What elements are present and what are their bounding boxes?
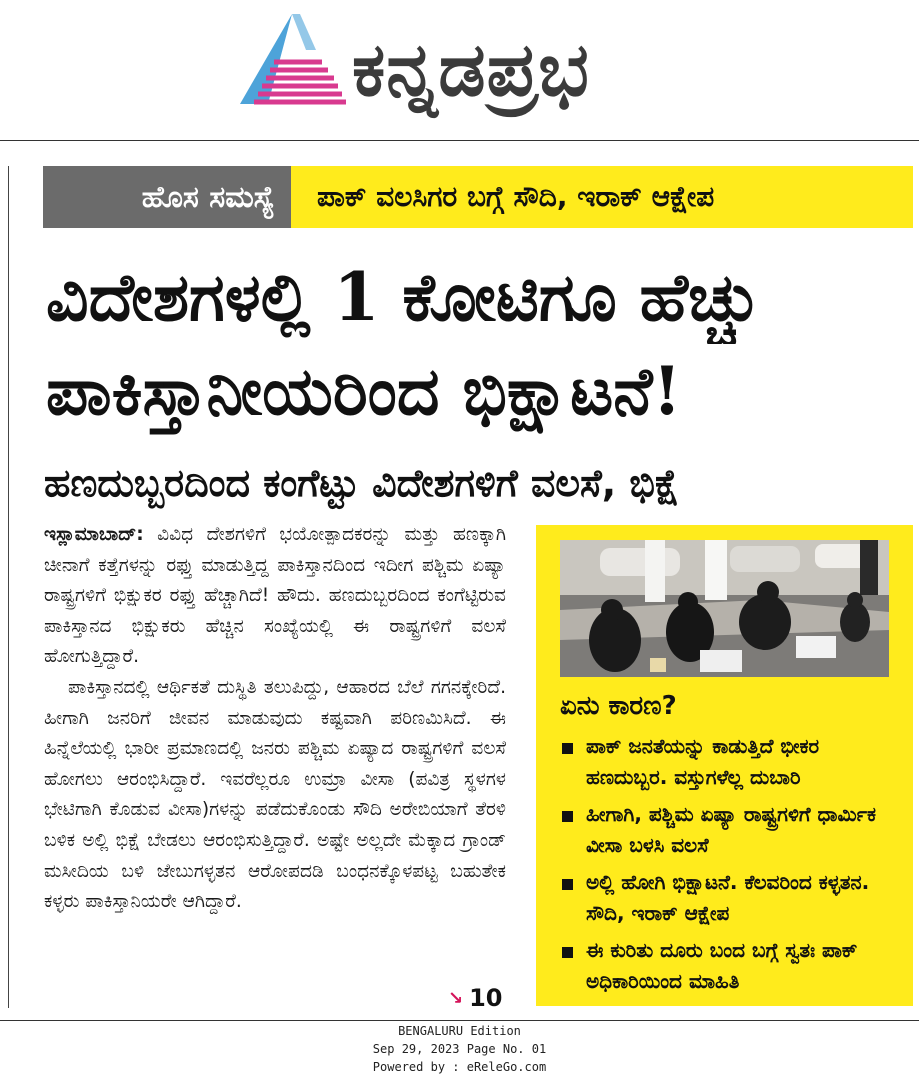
article-body	[44, 520, 506, 1015]
reason-text: ಪಾಕ್ ಜನತೆಯನ್ನು ಕಾಡುತ್ತಿದೆ ಭೀಕರ ಹಣದುಬ್ಬರ. ವಸ್ತುಗಳೆಲ್ಲ ದುಬಾರಿ	[586, 734, 820, 789]
street-photo-image	[560, 540, 889, 677]
square-bullet-icon	[562, 743, 573, 754]
list-item	[560, 867, 905, 929]
logo-wordmark: ಕನ್ನಡಪ್ರಭ	[352, 27, 590, 113]
masthead	[0, 0, 919, 142]
subheadline: ಹಣದುಬ್ಬರದಿಂದ ಕಂಗೆಟ್ಟು ವಿದೇಶಗಳಿಗೆ ವಲಸೆ, ಭಿಕ್ಷೆ	[44, 461, 680, 505]
reasons-sidebar	[536, 525, 913, 1006]
reasons-list	[560, 731, 905, 1003]
continued-page-number: 10	[469, 984, 503, 1012]
dateline: ಇಸ್ಲಾಮಾಬಾದ್:	[44, 524, 144, 545]
reason-text: ಅಲ್ಲಿ ಹೋಗಿ ಭಿಕ್ಷಾಟನೆ. ಕೆಲವರಿಂದ ಕಳ್ಳತನ. ಸೌದಿ, ಇರಾಕ್ ಆಕ್ಷೇಪ	[586, 870, 870, 925]
column-rule	[8, 166, 9, 1008]
square-bullet-icon	[562, 811, 573, 822]
beggars-photo[interactable]	[560, 540, 889, 677]
paragraph-1-text: ವಿವಿಧ ದೇಶಗಳಿಗೆ ಭಯೋತ್ಪಾದಕರನ್ನು ಮತ್ತು ಹಣಕ್ಕಾಗಿ ಚೀನಾಗೆ ಕತ್ತೆಗಳನ್ನು ರಫ್ತು ಮಾಡುತ್ತಿದ್ದ ಪಾಕಿಸ್ತಾನದಿಂದ ಇದೀಗ ಪಶ್ಚಿಮ ಏಷ್ಯಾ ರಾಷ್ಟ್ರಗಳಿಗೆ ಭಿಕ್ಷುಕರ ರಫ್ತು ಹೆಚ್ಚಾಗಿದೆ! ಹೌದು. ಹಣದುಬ್ಬರದಿಂದ ಕಂಗೆಟ್ಟಿರುವ ಪಾಕಿಸ್ತಾನದ ಭಿಕ್ಷುಕರು ಹೆಚ್ಚಿನ ಸಂಖ್ಯೆಯಲ್ಲಿ ಈ ರಾಷ್ಟ್ರಗಳಿಗೆ ವಲಸೆ ಹೋಗುತ್ತಿದ್ದಾರೆ.	[44, 524, 506, 668]
square-bullet-icon	[562, 947, 573, 958]
sidebar-title: ಏನು ಕಾರಣ?	[560, 691, 677, 721]
headline-line-2[interactable]: ಪಾಕಿಸ್ತಾನೀಯರಿಂದ ಭಿಕ್ಷಾಟನೆ!	[46, 352, 682, 430]
reason-text: ಹೀಗಾಗಿ, ಪಶ್ಚಿಮ ಏಷ್ಯಾ ರಾಷ್ಟ್ರಗಳಿಗೆ ಧಾರ್ಮಿಕ ವೀಸಾ ಬಳಸಿ ವಲಸೆ	[586, 802, 876, 857]
continued-on-page[interactable]	[448, 984, 503, 1012]
kicker-strap: ಪಾಕ್ ವಲಸಿಗರ ಬಗ್ಗೆ ಸೌದಿ, ಇರಾಕ್ ಆಕ್ಷೇಪ	[291, 166, 913, 228]
article-paragraph: ಪಾಕಿಸ್ತಾನದಲ್ಲಿ ಆರ್ಥಿಕತೆ ದುಸ್ಥಿತಿ ತಲುಪಿದ್ದು, ಆಹಾರದ ಬೆಲೆ ಗಗನಕ್ಕೇರಿದೆ. ಹೀಗಾಗಿ ಜನರಿಗೆ ಜೀವನ ಮಾಡುವುದು ಕಷ್ಟವಾಗಿ ಪರಿಣಮಿಸಿದೆ. ಈ ಹಿನ್ನೆಲೆಯಲ್ಲಿ ಭಾರೀ ಪ್ರಮಾಣದಲ್ಲಿ ಜನರು ಪಶ್ಚಿಮ ಏಷ್ಯಾದ ರಾಷ್ಟ್ರಗಳಿಗೆ ವಲಸೆ ಹೋಗಲು ಆರಂಭಿಸಿದ್ದಾರೆ. ಇವರೆಲ್ಲರೂ ಉಮ್ರಾ ವೀಸಾ (ಪವಿತ್ರ ಸ್ಥಳಗಳ ಭೇಟಿಗಾಗಿ ಕೊಡುವ ವೀಸಾ)ಗಳನ್ನು ಪಡೆದುಕೊಂಡು ಸೌದಿ ಅರೇಬಿಯಾಗೆ ತೆರಳಿ ಬಳಿಕ ಅಲ್ಲಿ ಭಿಕ್ಷೆ ಬೇಡಲು ಆರಂಭಿಸುತ್ತಿದ್ದಾರೆ. ಅಷ್ಟೇ ಅಲ್ಲದೇ ಮೆಕ್ಕಾದ ಗ್ರಾಂಡ್ ಮಸೀದಿಯ ಬಳಿ ಜೇಬುಗಳ್ಳತನ ಆರೋಪದಡಿ ಬಂಧನಕ್ಕೊಳಪಟ್ಟ ಬಹುತೇಕ ಕಳ್ಳರು ಪಾಕಿಸ್ತಾನಿಯರೇ ಆಗಿದ್ದಾರೆ.	[44, 676, 506, 913]
list-item	[560, 935, 905, 997]
edition-date-page: Sep 29, 2023 Page No. 01	[372, 1042, 547, 1056]
list-item	[560, 799, 905, 861]
continued-arrow-icon: ↘	[448, 987, 464, 1009]
logo-triangle-icon	[240, 14, 350, 110]
edition-name: BENGALURU Edition	[398, 1024, 521, 1038]
article-paragraph	[44, 520, 506, 673]
kicker-label: ಹೊಸ ಸಮಸ್ಯೆ	[43, 166, 291, 228]
reason-text: ಈ ಕುರಿತು ದೂರು ಬಂದ ಬಗ್ಗೆ ಸ್ವತಃ ಪಾಕ್ ಅಧಿಕಾರಿಯಿಂದ ಮಾಹಿತಿ	[586, 938, 858, 993]
square-bullet-icon	[562, 879, 573, 890]
powered-by-link[interactable]: Powered by : eReleGo.com	[372, 1060, 547, 1074]
list-item	[560, 731, 905, 793]
kannadaprabha-logo[interactable]	[240, 14, 680, 126]
masthead-rule	[0, 140, 919, 141]
edition-footer	[0, 1022, 919, 1076]
footer-rule	[0, 1020, 919, 1021]
headline-line-1[interactable]: ವಿದೇಶಗಳಲ್ಲಿ 1 ಕೋಟಿಗೂ ಹೆಚ್ಚು	[46, 258, 761, 336]
